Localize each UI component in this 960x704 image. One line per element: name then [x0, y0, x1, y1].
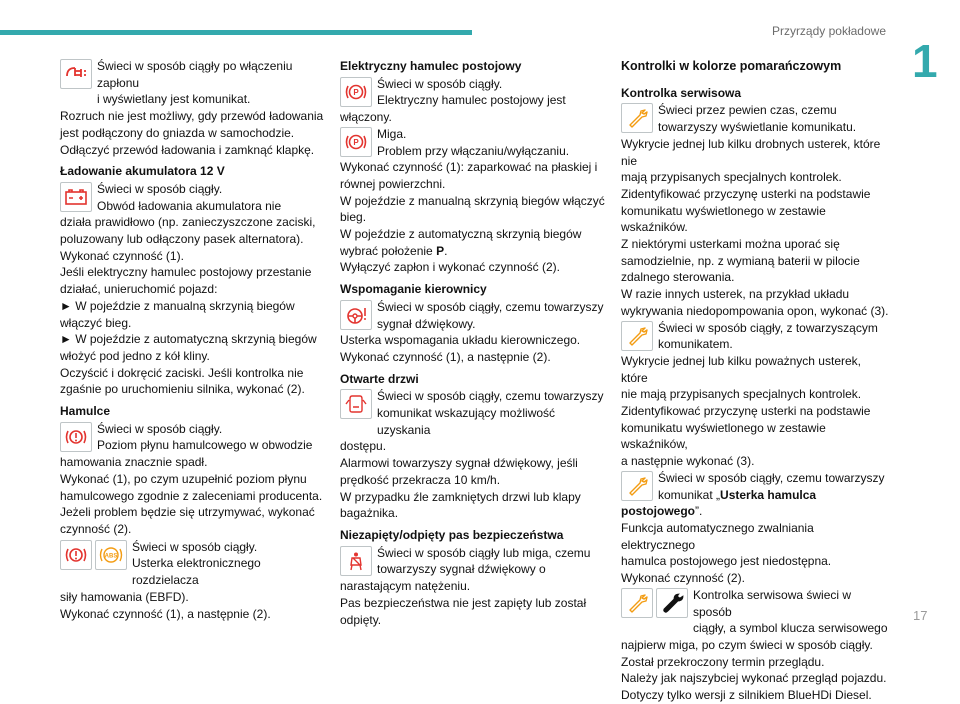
text-line: Świeci w sposób ciągły, z towarzyszącym [658, 320, 878, 335]
paragraph-line [340, 243, 606, 260]
paragraph-line: bieg. [340, 210, 367, 225]
paragraph-line: Wykonać czynność (1), a następnie (2). [60, 606, 271, 621]
text-line: Poziom płynu hamulcowego w obwodzie [97, 438, 313, 453]
column-1 [60, 58, 328, 622]
text-line: Świeci w sposób ciągły. [97, 421, 223, 436]
bold-message: Usterka hamulca [720, 487, 817, 502]
chapter-number: 1 [912, 35, 938, 87]
paragraph-line: mają przypisanych specjalnych kontrolek. [621, 170, 842, 185]
paragraph-line: Wykrycie jednej lub kilku poważnych usterek, które [621, 353, 861, 385]
paragraph-line: siły hamowania (EBFD). [60, 589, 189, 604]
heading-battery: Ładowanie akumulatora 12 V [60, 164, 225, 179]
service-block [621, 102, 890, 135]
text-line: Świeci w sposób ciągły, czemu towarzyszy [377, 299, 604, 314]
paragraph-line: Z niektórymi usterkami można uporać się [621, 237, 840, 252]
text-span: ”. [695, 504, 703, 519]
heading-service: Kontrolka serwisowa [621, 85, 742, 100]
text-line: Świeci w sposób ciągły, czemu towarzyszy [658, 470, 885, 485]
battery-icon [60, 182, 92, 212]
brake-warning-icon [60, 540, 92, 570]
paragraph-line: działać, unieruchomić pojazd: [60, 282, 218, 297]
paragraph-line: odpięty. [340, 612, 382, 627]
paragraph-line: włączyć bieg. [60, 315, 132, 330]
text-span: . [444, 243, 448, 258]
text-line: towarzyszy wyświetlanie komunikatu. [658, 120, 857, 135]
paragraph-line: wykrywania niedopompowania opon, wykonać (3). [621, 303, 889, 318]
service-spanner-icon [621, 321, 653, 351]
text-line: komunikat wskazujący możliwość uzyskania [377, 406, 556, 437]
paragraph-line: włożyć pod jedno z kół kliny. [60, 348, 210, 363]
service-spanner-icon [621, 588, 653, 618]
text-span: komunikat „ [658, 487, 721, 502]
svg-text:P: P [353, 87, 359, 97]
text-line: Elektryczny hamulec postojowy jest [377, 93, 566, 108]
paragraph-line: W pojeździe z manualną skrzynią biegów włączyć [340, 193, 605, 208]
doors-block [340, 388, 606, 438]
paragraph-line: prędkość przekracza 10 km/h. [340, 472, 501, 487]
paragraph-line: Zidentyfikować przyczynę usterki na podstawie [621, 404, 871, 419]
paragraph-line: Usterka wspomagania układu kierowniczego. [340, 333, 581, 348]
paragraph-line: hamowania znacznie spadł. [60, 455, 208, 470]
wrench-icon [656, 588, 688, 618]
text-line: Świeci w sposób ciągły po włączeniu zapłonu [97, 59, 293, 90]
header-accent-bar [0, 30, 472, 35]
text-line: Miga. [377, 126, 407, 141]
paragraph-line: hamulcowego zgodnie z zaleceniami producenta. [60, 488, 323, 503]
column-2 [340, 58, 606, 628]
gear-letter: P [436, 243, 445, 258]
paragraph-line: jest podłączony do gniazda w samochodzie. [60, 125, 295, 140]
paragraph-line: działa prawidłowo (np. zanieczyszczone zaciski, [60, 215, 316, 230]
bold-message: postojowego [621, 504, 695, 519]
text-line: Świeci w sposób ciągły lub miga, czemu [377, 545, 591, 560]
text-line: Świeci w sposób ciągły, czemu towarzyszy [377, 389, 604, 404]
text-line: Kontrolka serwisowa świeci w sposób [693, 587, 852, 619]
text-span: wybrać położenie [340, 243, 437, 258]
text-line: Świeci w sposób ciągły. [377, 76, 503, 91]
text-line: Usterka elektronicznego rozdzielacza [132, 556, 261, 588]
text-line: Świeci w sposób ciągły. [97, 181, 223, 196]
paragraph-line: Oczyścić i dokręcić zaciski. Jeśli kontrolka nie [60, 365, 304, 380]
section-title: Przyrządy pokładowe [771, 24, 886, 38]
heading-brakes: Hamulce [60, 404, 111, 419]
parking-brake-fault-block [340, 126, 606, 159]
paragraph-line: a następnie wykonać (3). [621, 454, 755, 469]
abs-icon [95, 540, 127, 570]
paragraph-line: Wykonać czynność (1), a następnie (2). [340, 349, 551, 364]
door-open-icon [340, 389, 372, 419]
heading-orange-warnings: Kontrolki w kolorze pomarańczowym [621, 59, 842, 73]
service-parking-fault-block [621, 470, 890, 503]
paragraph-line: nie mają przypisanych specjalnych kontrolek. [621, 387, 862, 402]
paragraph-line: hamulca postojowego jest niedostępna. [621, 554, 832, 569]
paragraph-line: Został przekroczony termin przeglądu. [621, 654, 825, 669]
paragraph-line: Wykonać (1), po czym uzupełnić poziom płynu [60, 471, 307, 486]
paragraph-line: W pojeździe z automatyczną skrzynią biegów [340, 227, 582, 242]
battery-block [60, 181, 328, 214]
charging-cable-block [60, 58, 328, 108]
paragraph-line [621, 503, 890, 520]
paragraph-line: komunikatu wyświetlonego w zestawie wskaźników, [621, 420, 826, 452]
paragraph-line: W razie innych usterek, na przykład układu [621, 287, 850, 302]
text-line: Obwód ładowania akumulatora nie [97, 198, 282, 213]
heading-doors: Otwarte drzwi [340, 371, 419, 386]
paragraph-line: Wykonać czynność (1). [60, 248, 184, 263]
paragraph-line: Wyłączyć zapłon i wykonać czynność (2). [340, 260, 560, 275]
seatbelt-block [340, 545, 606, 578]
paragraph-line: komunikatu wyświetlonego w zestawie wskaźników. [621, 203, 826, 235]
svg-text:P: P [353, 137, 359, 147]
steering-warning-icon [340, 300, 372, 330]
paragraph-line: czynność (2). [60, 521, 132, 536]
paragraph-line: zgaśnie po uruchomieniu silnika, wykonać (2). [60, 382, 305, 397]
paragraph-line: W przypadku źle zamkniętych drzwi lub klapy [340, 489, 581, 504]
text-line [658, 487, 890, 504]
paragraph-line: Zidentyfikować przyczynę usterki na podstawie [621, 186, 871, 201]
paragraph-line: Jeśli elektryczny hamulec postojowy przestanie [60, 265, 312, 280]
paragraph-line: Należy jak najszybciej wykonać przegląd pojazdu. [621, 671, 887, 686]
text-line: Świeci w sposób ciągły. [132, 539, 258, 554]
paragraph-line: ► W pojeździe z manualną skrzynią biegów [60, 298, 295, 313]
parking-brake-icon [340, 77, 372, 107]
svg-text:ABS: ABS [104, 553, 118, 560]
heading-parking-brake: Elektryczny hamulec postojowy [340, 59, 522, 73]
text-line: towarzyszy sygnał dźwiękowy o [377, 562, 546, 577]
text-line: ciągły, a symbol klucza serwisowego [693, 621, 888, 636]
service-spanner-icon [621, 471, 653, 501]
text-line: Świeci przez pewien czas, czemu [658, 103, 837, 118]
paragraph-line: włączony. [340, 110, 392, 125]
paragraph-line: bagażnika. [340, 506, 399, 521]
parking-brake-block [340, 76, 606, 109]
text-line: sygnał dźwiękowy. [377, 316, 476, 331]
brakes-block [60, 421, 328, 454]
paragraph-line: równej powierzchni. [340, 176, 446, 191]
heading-steering: Wspomaganie kierownicy [340, 282, 487, 297]
paragraph-line: ► W pojeździe z automatyczną skrzynią biegów [60, 332, 317, 347]
page-number: 17 [913, 608, 928, 623]
paragraph-line: Odłączyć przewód ładowania i zamknąć klapkę. [60, 142, 315, 157]
paragraph-line: Rozruch nie jest możliwy, gdy przewód ładowania [60, 109, 324, 124]
paragraph-line: Pas bezpieczeństwa nie jest zapięty lub został [340, 595, 587, 610]
paragraph-line: samodzielnie, np. z wymianą baterii w pilocie [621, 253, 860, 268]
column-3 [621, 58, 890, 704]
paragraph-line: Wykonać czynność (2). [621, 571, 745, 586]
charging-plug-icon [60, 59, 92, 89]
ebfd-block [60, 539, 328, 589]
paragraph-line: zdalnego sterowania. [621, 270, 735, 285]
heading-seatbelt: Niezapięty/odpięty pas bezpieczeństwa [340, 527, 564, 542]
paragraph-line: Alarmowi towarzyszy sygnał dźwiękowy, jeśli [340, 456, 578, 471]
paragraph-line: Funkcja automatycznego zwalniania elektrycznego [621, 520, 814, 552]
service-spanner-icon [621, 103, 653, 133]
parking-brake-icon [340, 127, 372, 157]
seatbelt-icon [340, 546, 372, 576]
service-due-block [621, 587, 890, 637]
paragraph-line: narastającym natężeniu. [340, 579, 471, 594]
text-line: i wyświetlany jest komunikat. [97, 92, 251, 107]
service-major-block [621, 320, 890, 353]
brake-warning-icon [60, 422, 92, 452]
paragraph-line: Dotyczy tylko wersji z silnikiem BlueHDi Diesel. [621, 688, 872, 703]
paragraph-line: Wykonać czynność (1): zaparkować na płaskiej i [340, 160, 598, 175]
paragraph-line: poluzowany lub odłączony pasek alternatora). [60, 232, 304, 247]
paragraph-line: Wykrycie jednej lub kilku drobnych usterek, które nie [621, 136, 881, 168]
paragraph-line: dostępu. [340, 439, 387, 454]
paragraph-line: Jeżeli problem będzie się utrzymywać, wykonać [60, 505, 315, 520]
paragraph-line: najpierw miga, po czym świeci w sposób ciągły. [621, 637, 873, 652]
text-line: komunikatem. [658, 337, 733, 352]
text-line: Problem przy włączaniu/wyłączaniu. [377, 143, 570, 158]
steering-block [340, 299, 606, 332]
